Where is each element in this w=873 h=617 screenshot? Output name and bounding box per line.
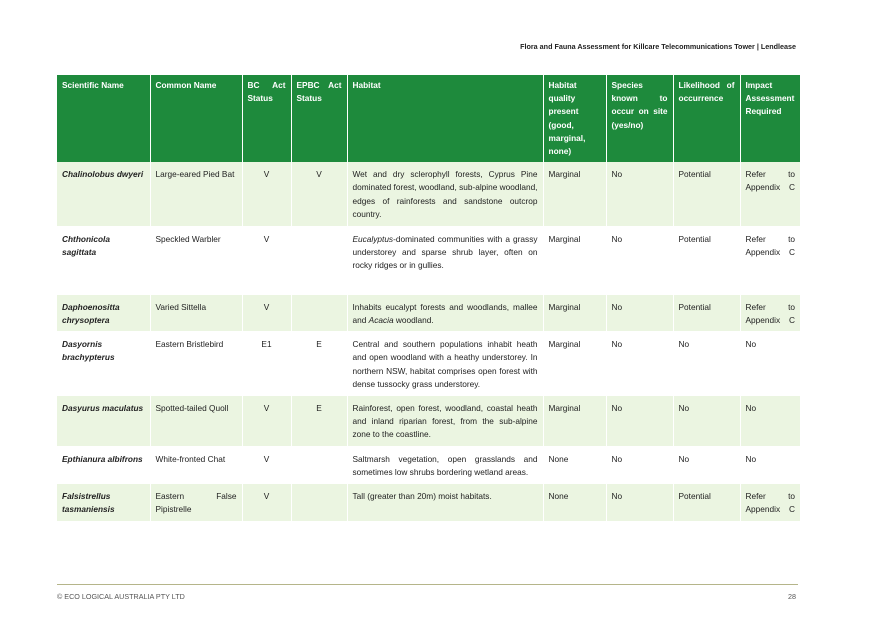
habitat-text: -dominated communities with a grassy understorey and sparse shrub layer, often on rocky ridges or in gullies. [352, 233, 538, 271]
column-header-common-name: Common Name [150, 75, 242, 162]
table-row [57, 483, 800, 521]
cell-impact: Refer to Appendix C [740, 483, 800, 521]
table-row [57, 226, 800, 294]
footer-copyright: © ECO LOGICAL AUSTRALIA PTY LTD [57, 592, 185, 601]
habitat-text: Tall (greater than 20m) moist habitats. [352, 490, 492, 501]
habitat-text: Central and southern populations inhabit heath and open woodland with a heathy understorey. In northern NSW, habitat comprises open forest with dense tussocky grass understorey. [352, 339, 538, 389]
cell-bc-status: V [242, 162, 291, 226]
table-row [57, 395, 800, 446]
cell-impact: Refer to Appendix C [740, 162, 800, 226]
cell-scientific-name: Chalinolobus dwyeri [57, 162, 150, 226]
cell-known-on-site: No [606, 446, 673, 483]
cell-known-on-site: No [606, 294, 673, 331]
habitat-italic-prefix: Eucalyptus [352, 233, 394, 244]
cell-habitat [347, 483, 543, 521]
table-row [57, 294, 800, 331]
cell-habitat-quality: Marginal [543, 226, 606, 294]
table-row [57, 162, 800, 226]
cell-epbc-status: V [291, 162, 347, 226]
cell-likelihood: Potential [673, 226, 740, 294]
column-header-scientific-name: Scientific Name [57, 75, 150, 162]
table-row [57, 446, 800, 483]
column-header-bc-act-status: BC Act Status [242, 75, 291, 162]
cell-epbc-status [291, 294, 347, 331]
cell-scientific-name: Epthianura albifrons [57, 446, 150, 483]
cell-scientific-name: Chthonicola sagittata [57, 226, 150, 294]
document-header-title: Flora and Fauna Assessment for Killcare Telecommunications Tower | Lendlease [520, 42, 796, 51]
cell-bc-status: E1 [242, 332, 291, 396]
cell-likelihood: Potential [673, 162, 740, 226]
cell-bc-status: V [242, 446, 291, 483]
cell-impact: No [740, 395, 800, 446]
cell-habitat [347, 226, 543, 294]
cell-common-name: Speckled Warbler [150, 226, 242, 294]
cell-epbc-status: E [291, 395, 347, 446]
cell-known-on-site: No [606, 483, 673, 521]
cell-likelihood: No [673, 332, 740, 396]
table-row [57, 332, 800, 396]
habitat-text-suffix: woodland. [393, 314, 434, 325]
cell-common-name: Eastern False Pipistrelle [150, 483, 242, 521]
cell-scientific-name: Daphoenositta chrysoptera [57, 294, 150, 331]
habitat-text: Rainforest, open forest, woodland, coastal heath and inland riparian forest, from the sub-alpine zone to the coastline. [352, 402, 538, 440]
column-header-likelihood: Likelihood of occurrence [673, 75, 740, 162]
cell-habitat [347, 294, 543, 331]
cell-bc-status: V [242, 483, 291, 521]
cell-habitat-quality: None [543, 483, 606, 521]
cell-bc-status: V [242, 294, 291, 331]
cell-likelihood: No [673, 446, 740, 483]
footer-rule [57, 584, 798, 585]
column-header-epbc-act-status: EPBC Act Status [291, 75, 347, 162]
column-header-habitat: Habitat [347, 75, 543, 162]
cell-known-on-site: No [606, 226, 673, 294]
table-header-row [57, 75, 800, 162]
habitat-text: Wet and dry sclerophyll forests, Cyprus Pine dominated forest, woodland, sub-alpine woodland, edges of rainforests and sandstone outcrop country. [352, 169, 538, 219]
cell-common-name: Spotted-tailed Quoll [150, 395, 242, 446]
species-table [57, 75, 800, 522]
cell-habitat [347, 162, 543, 226]
cell-impact: No [740, 446, 800, 483]
cell-epbc-status: E [291, 332, 347, 396]
cell-habitat-quality: Marginal [543, 332, 606, 396]
habitat-text: Saltmarsh vegetation, open grasslands and sometimes low shrubs bordering wetland areas. [352, 453, 538, 477]
cell-likelihood: Potential [673, 294, 740, 331]
column-header-habitat-quality: Habitat quality present (good, marginal, none) [543, 75, 606, 162]
cell-scientific-name: Dasyornis brachypterus [57, 332, 150, 396]
habitat-text: Inhabits eucalypt forests and woodlands, mallee and [352, 301, 538, 325]
cell-scientific-name: Dasyurus maculatus [57, 395, 150, 446]
cell-likelihood: Potential [673, 483, 740, 521]
cell-epbc-status [291, 226, 347, 294]
habitat-italic-term: Acacia [368, 314, 394, 325]
cell-epbc-status [291, 446, 347, 483]
cell-likelihood: No [673, 395, 740, 446]
cell-habitat [347, 395, 543, 446]
page-number: 28 [788, 592, 796, 601]
cell-habitat-quality: Marginal [543, 294, 606, 331]
cell-known-on-site: No [606, 332, 673, 396]
cell-impact: Refer to Appendix C [740, 294, 800, 331]
cell-common-name: Large-eared Pied Bat [150, 162, 242, 226]
column-header-impact-assessment: Impact Assessment Required [740, 75, 800, 162]
cell-habitat-quality: Marginal [543, 162, 606, 226]
cell-impact: Refer to Appendix C [740, 226, 800, 294]
cell-common-name: Varied Sittella [150, 294, 242, 331]
cell-epbc-status [291, 483, 347, 521]
cell-bc-status: V [242, 395, 291, 446]
cell-scientific-name: Falsistrellus tasmaniensis [57, 483, 150, 521]
cell-habitat [347, 332, 543, 396]
cell-habitat [347, 446, 543, 483]
cell-habitat-quality: None [543, 446, 606, 483]
column-header-known-on-site: Species known to occur on site (yes/no) [606, 75, 673, 162]
cell-common-name: White-fronted Chat [150, 446, 242, 483]
cell-common-name: Eastern Bristlebird [150, 332, 242, 396]
cell-bc-status: V [242, 226, 291, 294]
cell-habitat-quality: Marginal [543, 395, 606, 446]
cell-known-on-site: No [606, 395, 673, 446]
cell-known-on-site: No [606, 162, 673, 226]
cell-impact: No [740, 332, 800, 396]
